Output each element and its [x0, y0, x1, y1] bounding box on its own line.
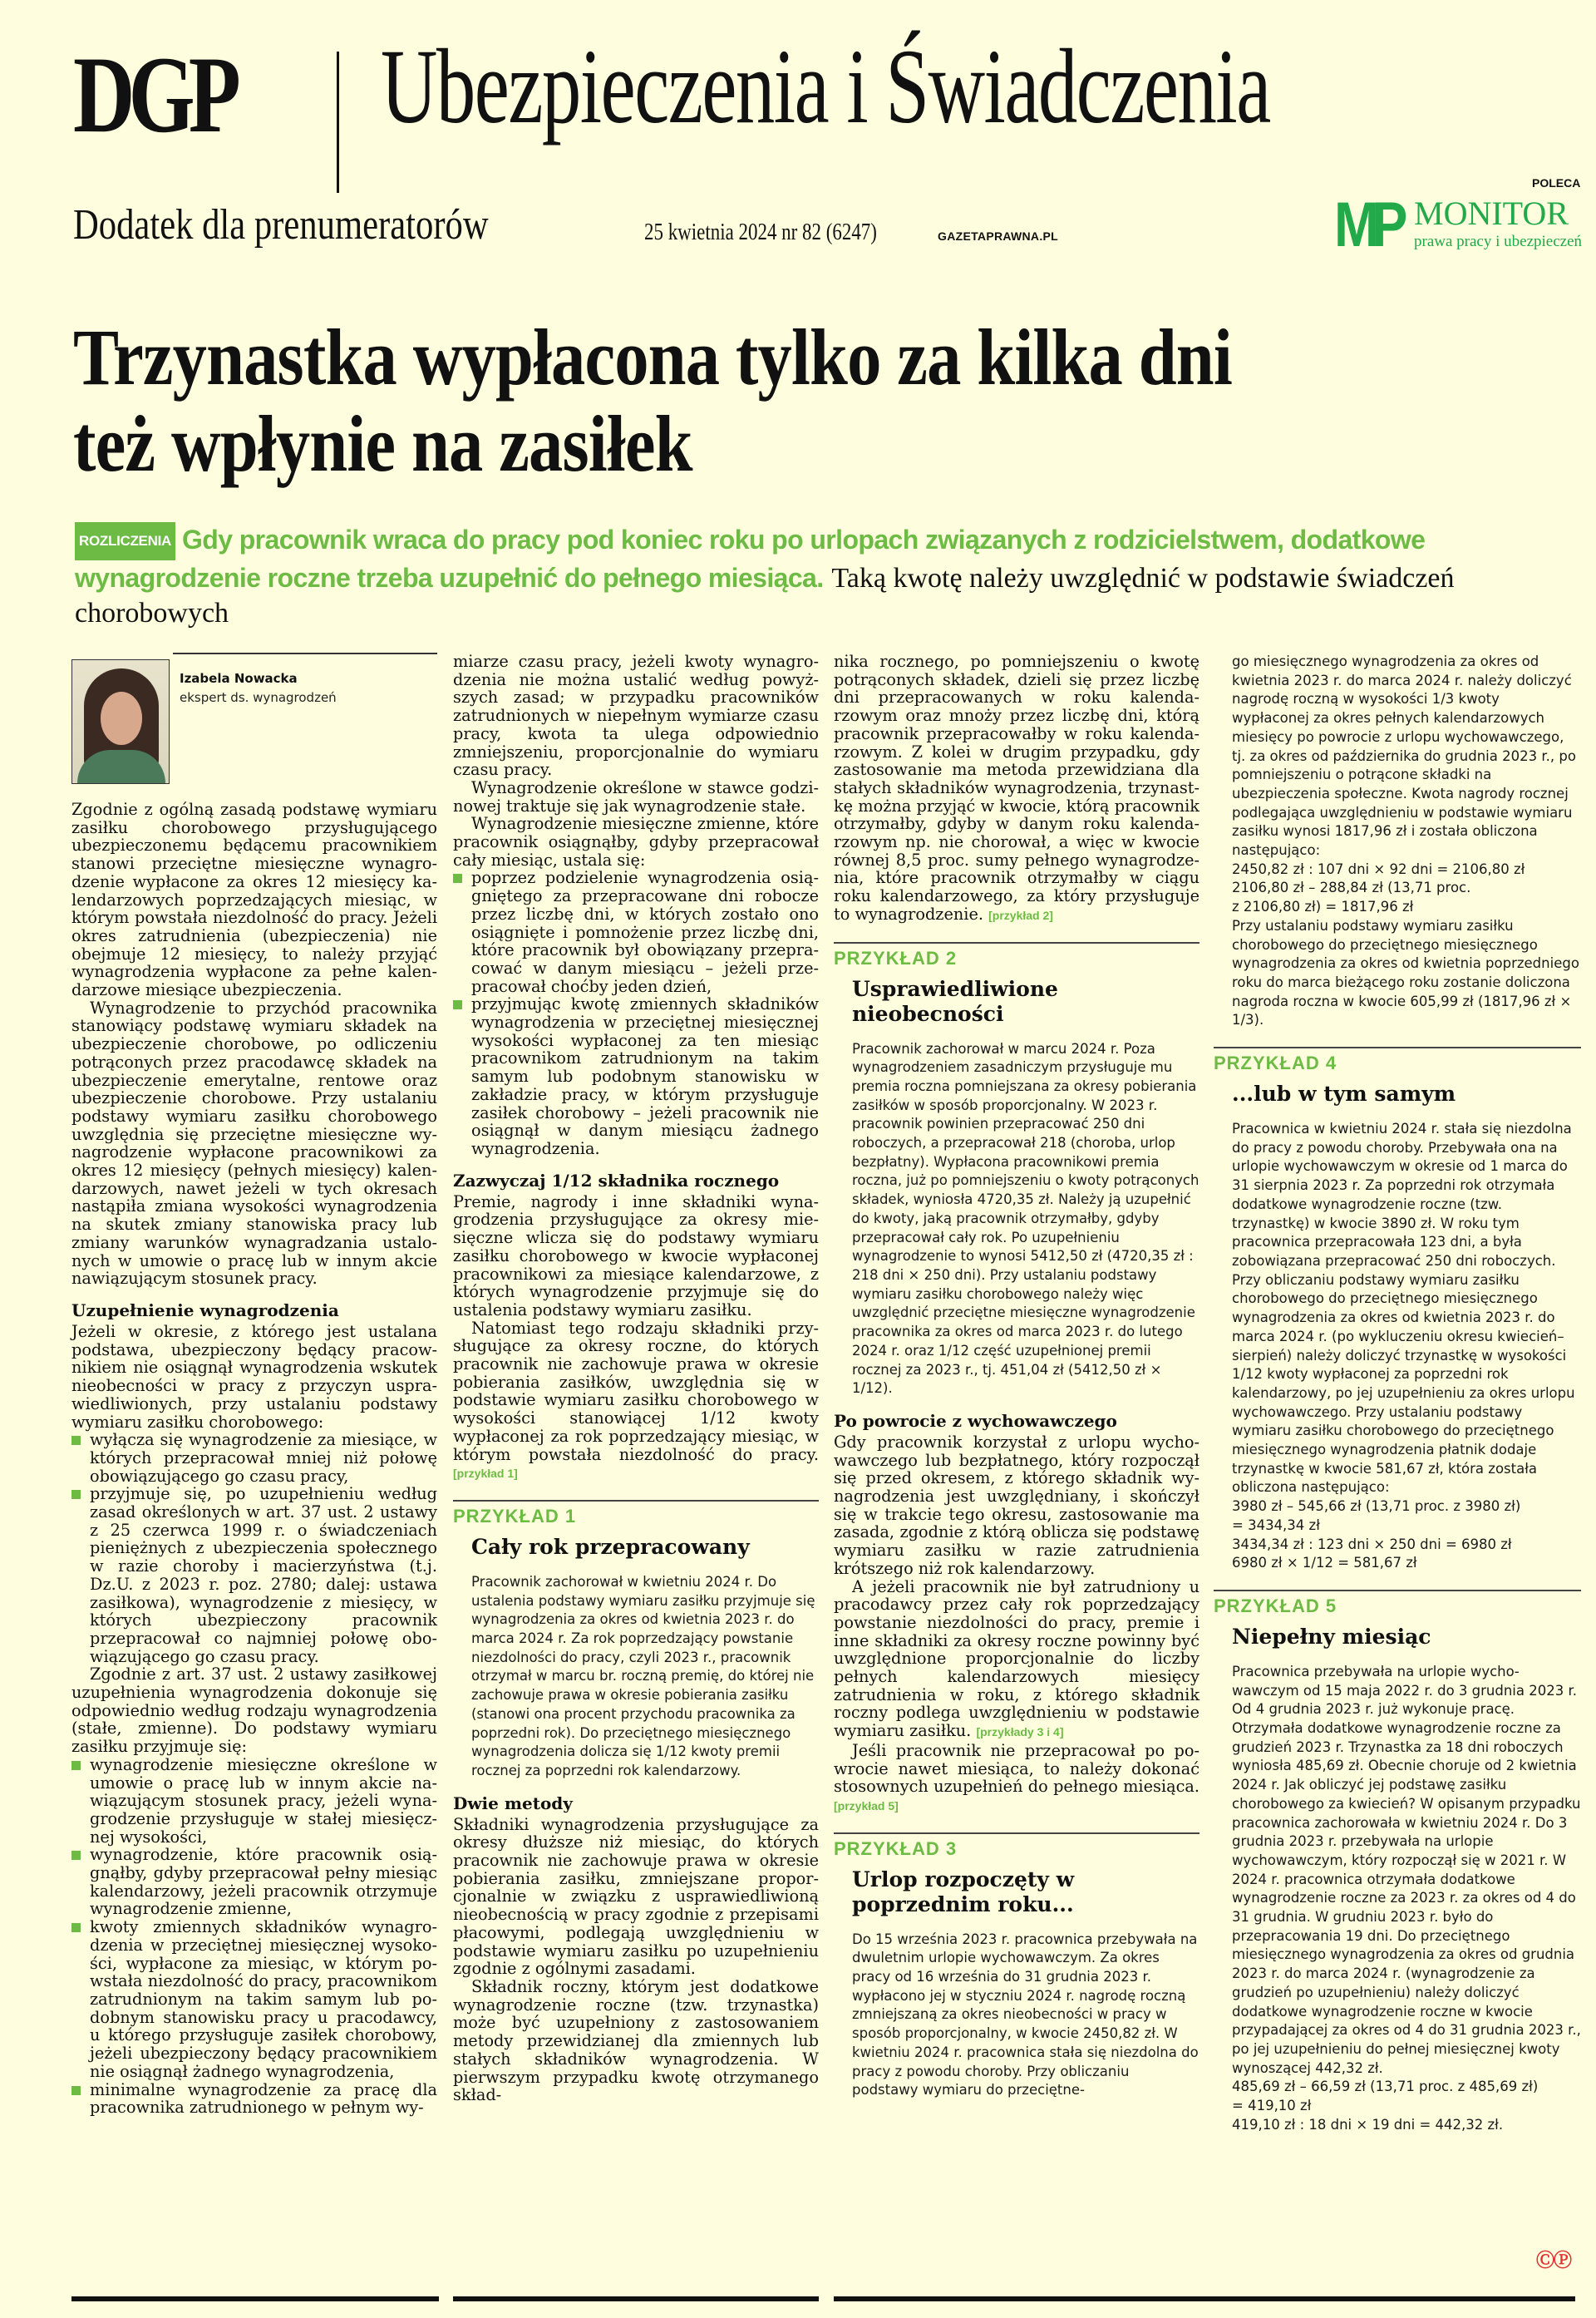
list-item: poprzez podzielenie wynagrodzenia osiągniętego za przepracowane dni robocze przez liczbę dni, w których zostało ono osiągnięte i pomnożenie przez liczbę dni, które pracownik był obowiązany przepracować w danym miesiącu – jeżeli przepracował choćby jeden dzień,	[453, 869, 819, 995]
example-body: Pracownik zachorował w kwietniu 2024 r. Do ustalenia podstawy wymiaru zasiłku przyjmuje się wynagrodzenia za okres od kwietnia 2023 r. do marca 2024 r. Za rok poprzedzający powstanie niezdolności do pracy, czyli 2023 r., pracownik otrzymał w marcu br. roczną premię, do której nie zachowuje prawa w okresie pobierania zasiłku (stanowi ona procent przychodu pracownika za poprzedni rok). Do przeciętnego miesięcznego wynagrodzenia dolicza się 1/12 kwoty premii rocznej za poprzedni rok kalendarzowy.	[471, 1573, 815, 1778]
example-title: Usprawiedliwione nieobecności	[852, 976, 1058, 1026]
section-tag: ROZLICZENIA	[75, 522, 175, 560]
monitor-logo[interactable]	[1334, 190, 1588, 260]
author-box	[71, 659, 437, 784]
paragraph: Zgodnie z ogólną zasadą podstawę wymiaru zasiłku chorobowego przysługującego ubezpieczonemu będącemu pracownikiem stanowi przeciętne miesięczne wynagrodzenie wypłacone za okres 12 miesięcy kalendarzowych poprzedzających miesiąc, w którym powstała niezdolność do pracy. Jeżeli okres zatrudnienia (ubezpieczenia) nie obejmuje 12 miesięcy, to należy przyjąć wynagrodzenia wypłacone za pełne kalendarzowe miesiące ubezpieczenia.	[71, 800, 437, 1000]
example-body: Pracownica przebywała na urlopie wychowawczym od 15 maja 2022 r. do 3 grudnia 2023 r. Od 4 grudnia 2023 r. już wykonuje pracę. Otrzymała dodatkowe wynagrodzenie roczne za grudzień 2023 r. Trzynastka za 18 dni roboczych wyniosła 485,69 zł. Obecnie choruje od 2 kwietnia 2024 r. Jak obliczyć jej podstawę zasiłku chorobowego za kwiecień? W opisanym przypadku pracownica zachorowała w kwietniu 2024 r. Do 3 grudnia 2023 r. przebywała na urlopie wychowawczym, który rozpoczął się w 2021 r. W 2024 r. pracownica otrzymała dodatkowe wynagrodzenie roczne za 2023 r. za okres od 4 do 31 grudnia. W grudniu 2023 r. było do przepracowania 19 dni. Do przeciętnego miesięcznego wynagrodzenia za okres od grudnia 2023 r. do marca 2024 r. (wynagrodzenie za grudzień po uzupełnieniu) należy doliczyć dodatkowe wynagrodzenie roczne w kwocie przypadającej za okres od 4 do 31 grudnia 2023 r., po jej uzupełnieniu do pełnej miesięcznej kwoty wynoszącej 442,32 zł. 485,69 zł – 66,59 zł (13,71 proc. z 485,69 zł) = 419,10 zł 419,10 zł : 18 dni × 19 dni = 442,32 zł.	[1232, 1663, 1581, 2133]
example-title: Cały rok przepracowany	[471, 1534, 750, 1559]
example-label: PRZYKŁAD 1	[453, 1505, 577, 1526]
example-title: Niepełny miesiąc	[1232, 1624, 1431, 1649]
column-2	[453, 653, 819, 2104]
example-title: Urlop rozpoczęty w poprzednim roku...	[852, 1867, 1075, 1916]
example-label: PRZYKŁAD 3	[834, 1837, 958, 1859]
list-item: wyłącza się wynagrodzenie za miesiące, w których przepracował mniej niż połowę obowiązującego go czasu pracy,	[71, 1431, 437, 1485]
paragraph: Gdy pracownik korzystał z urlopu wychowawczego lub bezpłatnego, który rozpoczął się przed okresem, z którego składnik wynagrodzenia jest uwzględniany, i skończył się w trakcie tego okresu, zastosowanie ma zasada, zgodnie z którą oblicza się podstawę wymiaru zasiłku w razie zatrudnienia krótszego niż rok kalendarzowy.	[834, 1432, 1199, 1578]
example-box-5	[1214, 1590, 1581, 2135]
monitor-tagline: prawa pracy i ubezpieczeń	[1414, 233, 1583, 250]
masthead-divider	[337, 52, 339, 193]
dgp-logo: DGP	[73, 33, 234, 155]
promo-label: POLECA	[1532, 176, 1581, 190]
monitor-name: MONITOR	[1414, 195, 1569, 232]
masthead	[0, 0, 1596, 266]
paragraph: miarze czasu pracy, jeżeli kwoty wynagrodzenia nie można ustalić według powyższych zasad; w przypadku pracowników zatrudnionych w niepełnym wymiarze czasu pracy, kwota ta ulega odpowiednio zmniejszeniu, proporcjonalnie do wymiaru czasu pracy.	[453, 652, 819, 780]
article-headline	[73, 314, 1586, 487]
column-end-rule	[834, 2296, 1199, 2301]
site-link[interactable]: GAZETAPRAWNA.PL	[938, 229, 1059, 243]
example-box-2	[834, 942, 1199, 1398]
paragraph: Wynagrodzenie to przychód pracownika stanowiący podstawę wymiaru składek na ubezpieczenie chorobowe, po odliczeniu potrąconych przez pracodawcę składek na ubezpieczenie emerytalne, rentowe oraz ubezpieczenie chorobowe. Przy ustalaniu podstawy wymiaru zasiłku chorobowego uwzględnia się przeciętne miesięczne wynagrodzenie wypłacone pracownikowi za okres 12 miesięcy (pełnych miesięcy) kalendarzowych, nawet jeżeli w tych okresach nastąpiła zmiana wysokości wynagrodzenia na skutek zmiany stanowiska pracy lub zmiany warunków wynagradzania ustalonych w umowie o pracę lub w innym akcie nawiązującym stosunek pracy.	[71, 998, 437, 1289]
paragraph: Wynagrodzenie określone w stawce godzinowej traktuje się jak wynagrodzenie stałe.	[453, 777, 819, 816]
list-item: wynagrodzenie miesięczne określone w umowie o pracę lub w innym akcie nawiązującym stosunek pracy, jeżeli wynagrodzenie przysługuje w stałej miesięcznej wysokości,	[71, 1756, 437, 1847]
supplement-subtitle: Dodatek dla prenumeratorów	[73, 201, 489, 249]
example-ref-link[interactable]: [przykład 5]	[834, 1798, 899, 1812]
copyright-icon: ⒸⓅ	[1536, 2251, 1572, 2271]
example-body-continued: go miesięcznego wynagrodzenia za okres od kwietnia 2023 r. do marca 2024 r. należy doliczyć nagrodę roczną w wysokości 1/3 kwoty wypłaconej za okres pełnych kalendarzowych miesięcy po powrocie z urlopu wychowawczego, tj. za okres od października do grudnia 2023 r., po pomniejszeniu o potrącone składki na ubezpieczenia społeczne. Kwota nagrody rocznej podlegająca uwzględnieniu w podstawie wymiaru zasiłku wynosi 1817,96 zł i została obliczona następująco: 2450,82 zł : 107 dni × 92 dni = 2106,80 zł 2106,80 zł – 288,84 zł (13,71 proc. z 2106,80 zł) = 1817,96 zł Przy ustalaniu podstawy wymiaru zasiłku chorobowego do przeciętnego miesięcznego wynagrodzenia za okres od kwietnia poprzedniego roku do marca bieżącego roku zostanie doliczona nagroda roczna w kwocie 605,99 zł (1817,96 zł × 1/3).	[1232, 653, 1579, 1028]
column-end-rule	[1197, 2296, 1575, 2301]
example-ref-link[interactable]: [przykłady 3 i 4]	[976, 1725, 1064, 1739]
example-label: PRZYKŁAD 4	[1214, 1053, 1337, 1074]
example-body: Pracownica w kwietniu 2024 r. stała się niezdolna do pracy z powodu choroby. Przebywała ona na urlopie wychowawczym w okresie od 1 marca do 31 sierpnia 2023 r. Za poprzedni rok otrzymała dodatkowe wynagrodzenie roczne (tzw. trzynastkę) w kwocie 3890 zł. W roku tym pracownica przepracowała 123 dni, a była zobowiązana przepracować 250 dni roboczych. Przy obliczaniu podstawy wymiaru zasiłku chorobowego do przeciętnego miesięcznego wynagrodzenia za okres od kwietnia 2023 r. do marca 2024 r. (po wykluczeniu okresu kwiecień–sierpień) należy doliczyć trzynastkę w wysokości 1/12 kwoty wypłaconej za poprzedni rok kalendarzowy, po jej uzupełnieniu za okres urlopu wychowawczego. Przy ustalaniu podstawy wymiaru zasiłku chorobowego do przeciętnego miesięcznego wynagrodzenia płatnik dodaje trzynastkę w kwocie 581,67 zł, która została obliczona następująco: 3980 zł – 545,66 zł (13,71 proc. z 3980 zł) = 3434,34 zł 3434,34 zł : 123 dni × 250 dni = 6980 zł 6980 zł × 1/12 = 581,67 zł	[1232, 1121, 1575, 1571]
article-lead	[75, 522, 1571, 631]
subheading: Dwie metody	[453, 1793, 573, 1813]
paragraph: Jeśli pracownik nie przepracował po powrocie nawet miesiąca, to należy dokonać stosownych uzupełnień do pełnego miesiąca. [przykład 5]	[834, 1740, 1199, 1812]
paragraph: Natomiast tego rodzaju składniki przysługujące za okresy roczne, do których pracownik nie zachowuje prawa w okresie pobierania zasiłków, uwzględnia się w podstawie wymiaru zasiłku chorobowego w wysokości stanowiącej 1/12 kwoty wypłaconej za rok poprzedzający miesiąc, w którym powstała niezdolność do pracy. [przykład 1]	[453, 1318, 819, 1481]
example-box-3	[834, 1832, 1199, 2100]
column-end-rule	[453, 2296, 819, 2301]
lead-text: Taką kwotę należy uwzględnić w podstawie świadczeń chorobowych	[75, 563, 1455, 629]
section-title: Ubezpieczenia i Świadczenia	[381, 27, 1270, 145]
column-4	[1214, 653, 1581, 2135]
example-box-1	[453, 1500, 819, 1781]
example-box-4	[1214, 1047, 1581, 1573]
example-title: ...lub w tym samym	[1232, 1082, 1456, 1107]
paragraph: nika rocznego, po pomniejszeniu o kwotę potrąconych składek, dzieli się przez liczbę dni przepracowanych w roku kalendarzowym oraz mnoży przez liczbę dni, którą pracownik przepracowałby w roku kalendarzowym. Z kolei w drugim przypadku, gdy zastosowanie ma metoda przewidziana dla stałych składników wynagrodzenia, trzynastkę można przyjąć w kwocie, którą pracownik otrzymałby, gdyby w danym roku kalendarzowym np. nie chorował, a więc w kwocie równej 8,5 proc. sumy pełnego wynagrodzenia, które pracownik otrzymałby w ciągu roku kalendarzowego, za który przysługuje to wynagrodzenie. [przykład 2]	[834, 652, 1199, 924]
subheading: Po powrocie z wychowawczego	[834, 1410, 1117, 1431]
list-item: minimalne wynagrodzenie za pracę dla pracownika zatrudnionego w pełnym wy-	[71, 2081, 437, 2117]
author-role: ekspert ds. wynagrodzeń	[180, 690, 337, 705]
lead-highlight: Gdy pracownik wraca do pracy pod koniec roku po urlopach związanych z rodzicielstwem, dodatkowe wynagrodzenie roczne trzeba uzupełnić do pełnego miesiąca.	[75, 525, 1426, 593]
example-ref-link[interactable]: [przykład 2]	[988, 908, 1053, 922]
list-item: przyjmując kwotę zmiennych składników wynagrodzenia w przeciętnej miesięcznej wysokości wypłaconej za ten miesiąc pracownikom zatrudnionym na takim samym lub podobnym stanowisku w zakładzie pracy, w którym przysługuje zasiłek chorobowy – jeżeli pracownik nie osiągnął w danym miesiącu żadnego wynagrodzenia.	[453, 995, 819, 1157]
list-item: przyjmuje się, po uzupełnieniu według zasad określonych w art. 37 ust. 2 ustawy z 25 czerwca 1999 r. o świadczeniach pieniężnych z ubezpieczenia społecznego w razie choroby i macierzyństwa (t.j. Dz.U. z 2023 r. poz. 2780; dalej: ustawa zasiłkowa), wynagrodzenie z miesięcy, w których ubezpieczony pracownik przepracował co najmniej połowę obowiązującego go czasu pracy.	[71, 1485, 437, 1665]
example-body: Do 15 września 2023 r. pracownica przebywała na dwuletnim urlopie wychowawczym. Za okres pracy od 16 września do 31 grudnia 2023 r. wypłacono jej w styczniu 2024 r. nagrodę roczną zmniejszaną za okres nieobecności w pracy w sposób proporcjonalny, w kwocie 2450,82 zł. W kwietniu 2024 r. pracownica stała się niezdolna do pracy z powodu choroby. Przy obliczaniu podstawy wymiaru do przeciętne-	[852, 1931, 1199, 2099]
bullet-list	[71, 1756, 437, 2117]
paragraph: Zgodnie z art. 37 ust. 2 ustawy zasiłkowej uzupełnienia wynagrodzenia dokonuje się odpowiednio według rodzaju wynagrodzenia (stałe, zmienne). Do podstawy wymiaru zasiłku przyjmuje się:	[71, 1665, 437, 1757]
bullet-list	[453, 869, 819, 1157]
column-end-rule	[71, 2296, 439, 2301]
mp-mark-icon: MP	[1334, 190, 1401, 260]
author-name: Izabela Nowacka	[180, 671, 298, 686]
headline-line-2: też wpłynie na zasiłek	[73, 399, 692, 488]
headline-line-1: Trzynastka wypłacona tylko za kilka dni	[73, 313, 1232, 402]
subheading: Zazwyczaj 1/12 składnika rocznego	[453, 1170, 780, 1191]
paragraph: A jeżeli pracownik nie był zatrudniony u pracodawcy przez cały rok poprzedzający powstanie niezdolności do pracy, premie i inne składniki za okresy roczne powinny być uwzględnione proporcjonalnie do liczby pełnych kalendarzowych miesięcy zatrudnienia w roku, z którego składnik roczny podlega uwzględnieniu w podstawie wymiaru zasiłku. [przykłady 3 i 4]	[834, 1576, 1199, 1741]
example-ref-link[interactable]: [przykład 1]	[453, 1467, 518, 1481]
example-label: PRZYKŁAD 2	[834, 947, 958, 969]
paragraph: Składniki wynagrodzenia przysługujące za okresy dłuższe niż miesiąc, do których pracownik nie zachowuje prawa w okresie pobierania zasiłku, zmniejszane proporcjonalnie w związku z usprawiedliwioną nieobecnością w pracy zgodnie z przepisami płacowymi, podlegają uwzględnieniu w podstawie wymiaru zasiłku po uzupełnieniu zgodnie z ogólnymi zasadami.	[453, 1814, 819, 1979]
subheading: Uzupełnienie wynagrodzenia	[71, 1300, 339, 1320]
paragraph: Premie, nagrody i inne składniki wynagrodzenia przysługujące za okresy miesięczne wlicza się do podstawy wymiaru zasiłku chorobowego w kwocie wypłaconej pracownikowi za miesiące kalendarzowe, z których wynagrodzenie przyjmuje się do ustalenia podstawy wymiaru zasiłku.	[453, 1191, 819, 1319]
paragraph: Jeżeli w okresie, z którego jest ustalana podstawa, ubezpieczony będący pracownikiem nie osiągnął wynagrodzenia wskutek nieobecności w pracy z przyczyn usprawiedliwionych, przy ustalaniu podstawy wymiaru zasiłku chorobowego:	[71, 1321, 437, 1432]
bullet-list	[71, 1431, 437, 1665]
column-3	[834, 653, 1199, 2100]
paragraph: Wynagrodzenie miesięczne zmienne, które pracownik osiągnąłby, gdyby przepracował cały miesiąc, ustala się:	[453, 814, 819, 870]
list-item: kwoty zmiennych składników wynagrodzenia w przeciętnej miesięcznej wysokości, wypłacone za miesiąc, w którym powstała niezdolność do pracy, pracownikom zatrudnionym na takim samym lub podobnym stanowisku pracy u pracodawcy, u którego przysługuje zasiłek chorobowy, jeżeli ubezpieczony będący pracownikiem nie osiągnął żadnego wynagrodzenia,	[71, 1918, 437, 2080]
author-photo	[71, 659, 170, 784]
issue-date: 25 kwietnia 2024 nr 82 (6247)	[644, 219, 877, 245]
paragraph: Składnik roczny, którym jest dodatkowe wynagrodzenie roczne (tzw. trzynastka) może być uzupełniony z zastosowaniem metody przewidzianej dla zmiennych lub stałych składników wynagrodzenia. W pierwszym przypadku kwotę otrzymanego skład-	[453, 1977, 819, 2105]
author-divider	[173, 653, 437, 654]
example-label: PRZYKŁAD 5	[1214, 1595, 1337, 1616]
column-1	[71, 653, 437, 2117]
example-body: Pracownik zachorował w marcu 2024 r. Poza wynagrodzeniem zasadniczym przysługuje mu premia roczna pomniejszana za okresy pobierania zasiłków w sposób proporcjonalny. W 2023 r. pracownik powinien przepracować 250 dni roboczych, a przepracował 218 (choroba, urlop bezpłatny). Wypłacona pracownikowi premia roczna, już po pomniejszeniu o kwoty potrąconych składek, wyniosła 4720,35 zł. Należy ją uzupełnić do kwoty, jaką pracownik otrzymałby, gdyby przepracował cały rok. Po uzupełnieniu wynagrodzenie to wynosi 5412,50 zł (4720,35 zł : 218 dni × 250 dni). Przy ustalaniu podstawy wymiaru zasiłku chorobowego należy więc uwzględnić przeciętne miesięczne wynagrodzenie pracownika za okres od marca 2023 r. do lutego 2024 r. oraz 1/12 część uzupełnionej premii rocznej za 2023 r., tj. 451,04 zł (5412,50 zł × 1/12).	[852, 1040, 1199, 1397]
list-item: wynagrodzenie, które pracownik osiągnąłby, gdyby przepracował pełny miesiąc kalendarzowy, jeżeli pracownik otrzymuje wynagrodzenie zmienne,	[71, 1846, 437, 1918]
